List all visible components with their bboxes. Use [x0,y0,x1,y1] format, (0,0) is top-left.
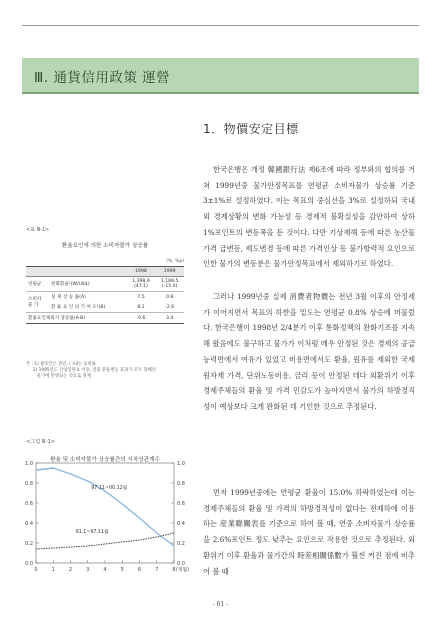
y-tick-label-right: 0.2 [177,540,185,547]
y-tick-label-right: 0.0 [177,560,185,567]
correlation-line-chart [14,455,192,585]
table-header [49,267,127,277]
table-row: 연평균 원화환율¹(W/US$) 1,398.9 (47.1) 1,188.5 (-15.0) [28,279,179,289]
y-tick-label-right: 0.4 [177,520,185,527]
table-title: 환율요인에 의한 소비자물가 상승률 [61,243,149,249]
chapter-title: Ⅲ. 通貨信用政策 運營 [34,70,171,86]
y-tick-label-left: 0.8 [25,480,33,487]
table-row: 환 율 요 인 의 기 여 도²(B) 8.1 -2.6 [51,304,175,310]
body-paragraph-3: 먼저 1999년중에는 연평균 환율이 15.0% 하락하였는데 이는 경제주체들의 환율 및 가격의 하방경직성이 없다는 전제하에 이용하는 産業聯關表를 기준으로 하여 볼 때, 연중 소비자물가 상승률을 2.6%포인트 정도 낮추는 요인으로 작용한 것으로 추정된다. 외환위기 이후 환율과 물가간의 時差相關係數가 훨씬 커진 점에 비추어 볼 때 [203,488,415,576]
series-label-1: 97.11~00.12월 [91,486,128,491]
figure-label: <그림 Ⅲ-1> [26,439,56,445]
table-row: 환율요인제외시 상승률(A-B) -0.6 3.4 [26,313,184,324]
y-tick-label-right: 0.6 [177,500,185,507]
body-paragraph-2: 그러나 1999년중 실제 消費者物價는 전년 3월 이후의 안정세가 이어지면서 목표의 하한을 밑도는 연평균 0.8% 상승에 머물렀다. 한국은행이 1998년 2/4분기 이후 통화정책의 완화기조를 지속해 왔음에도 불구하고 물가가 이처럼 매우 안정된 것은 경제의 공급능력면에서 여유가 있었고 비용면에서도 환율, 원유를 제외한 국제원자재 가격, 단위노동비용, 금리 등이 안정된 데다 외환위기 이후 경제주체들의 환율 및 가격 민감도가 높아지면서 물가의 하방경직성이 예상보다 크게 완화된 데 기인한 것으로 추정된다. [203,292,415,411]
y-tick-label-left: 0.2 [25,540,33,547]
y-tick-label-left: 0.0 [25,560,33,567]
chapter-banner [22,58,419,94]
figure-title: 환율 및 소비자물가 상승률간의 시차상관계수 [50,457,160,463]
series-label-2: 91.1~97.11월 [75,530,109,535]
y-tick-label-right: 0.8 [177,480,185,487]
table-header: 1999 [155,267,184,277]
table-header [26,267,49,277]
x-tick-label: 3 [86,567,90,573]
y-tick-label-right: 1.0 [177,460,185,467]
body-paragraph-1: 한국은행은 개정 韓國銀行法 제6조에 따라 정부와의 협의를 거쳐 1999년중 물가안정목표를 연평균 소비자물가 상승률 기준 3±1%로 설정하였다. 이는 목표의 중심선을 3%로 설정하되 국내외 경제상황의 변화 가능성 등 경제적 불확실성을 감안하여 상하 1%포인트의 변동폭을 둔 것이다. 다만 기상재해 등에 따른 농산물가격 급변동, 제도변경 등에 따른 가격인상 등 불가항력적 요인으로 인한 물가의 변동분은 물가안정목표에서 제외하기로 하였다. [203,165,415,269]
x-tick-label: 2 [68,567,73,573]
x-tick-label: 1 [51,567,55,573]
table-row: 소비자 물 가 실 제 상 승 률(A) 7.5 0.8 [26,292,184,303]
x-tick-label: 7 [155,567,159,573]
exchange-rate-table [26,266,184,324]
x-tick-label: 6 [137,567,142,573]
x-tick-label: 8 [172,567,176,573]
table-label: <표 Ⅲ-1> [26,227,50,233]
x-tick-label: 0 [34,567,38,573]
table-notes: 주 : 1) 괄호안은 전년, ( )내는 등락률 2) 1995년도 산업연관표 이용, 연중 환율변동 효과가 모두 당해년 물가에 반영되는 것으로 전제 [26,362,156,379]
y-tick-label-left: 0.6 [25,500,33,507]
section-title: 1．物價安定目標 [203,122,299,136]
page-number: - 61 - [212,601,229,608]
x-axis-label: (개월) [176,568,190,573]
y-tick-label-left: 0.4 [25,520,33,527]
table-unit: (%, %p) [166,259,184,264]
series-line-2 [36,533,174,549]
y-tick-label-left: 1.0 [25,460,33,467]
x-tick-label: 4 [103,567,107,573]
x-tick-label: 5 [120,567,124,573]
top-rule [22,25,419,26]
table-header: 1998 [127,267,156,277]
